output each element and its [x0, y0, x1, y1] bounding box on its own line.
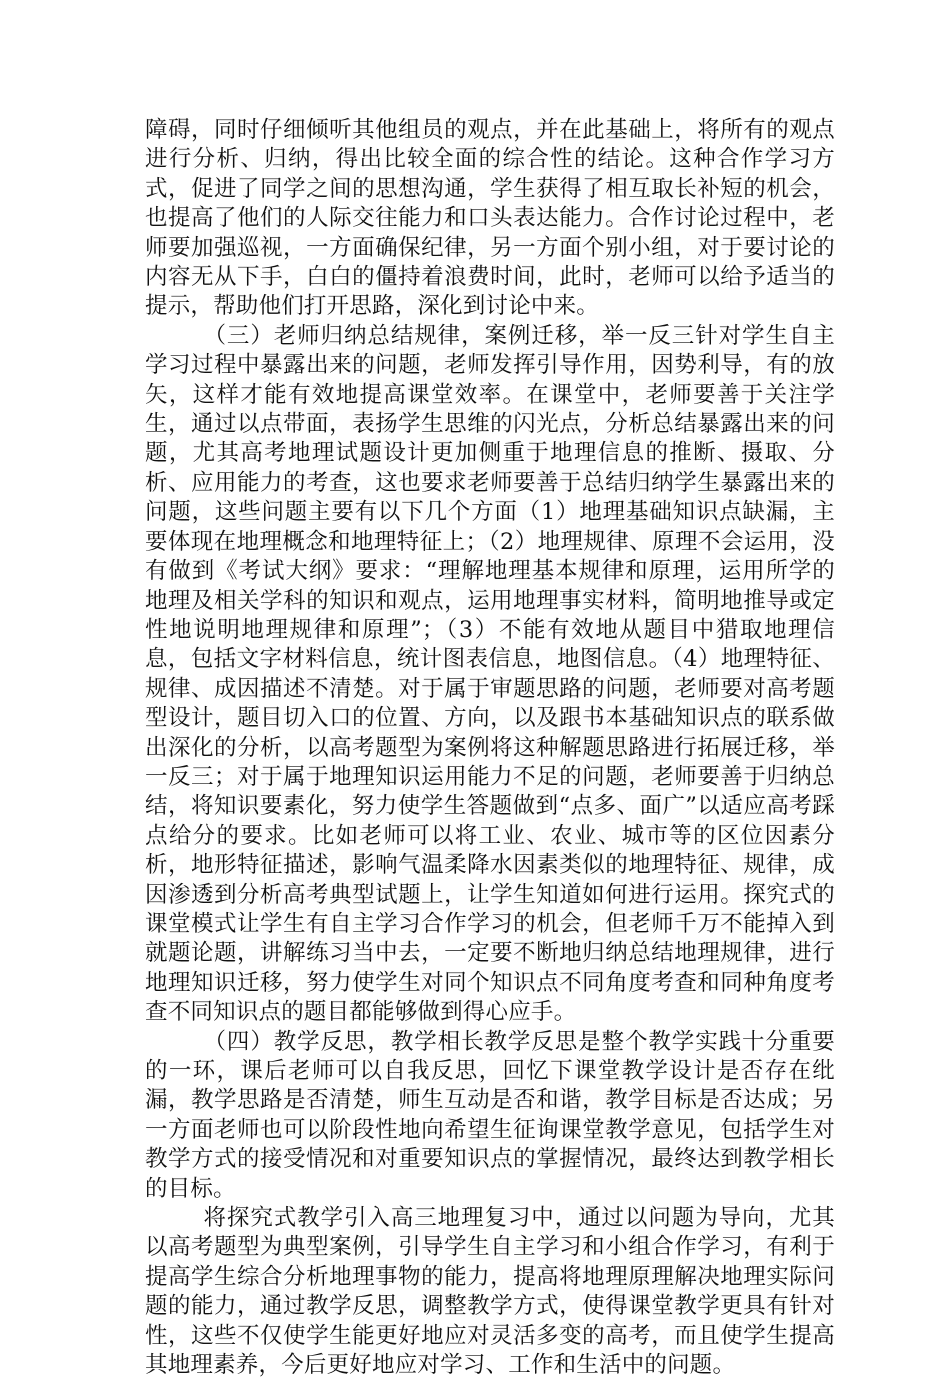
- paragraph-conclusion: 将探究式教学引入高三地理复习中，通过以问题为导向，尤其以高考题型为典型案例，引导学生自主学习和小组合作学习，有利于提高学生综合分析地理事物的能力，提高将地理原理解决地理实际问题的能力，通过教学反思，调整教学方式，使得课堂教学更具有针对性，这些不仅使学生能更好地应对灵活多变的高考，而且使学生提高其地理素养，今后更好地应对学习、工作和生活中的问题。: [145, 1205, 835, 1379]
- document-body: [145, 116, 835, 1380]
- paragraph-continuation: 障碍，同时仔细倾听其他组员的观点，并在此基础上，将所有的观点进行分析、归纳，得出比较全面的综合性的结论。这种合作学习方式，促进了同学之间的思想沟通，学生获得了相互取长补短的机会，也提高了他们的人际交往能力和口头表达能力。合作讨论过程中，老师要加强巡视，一方面确保纪律，另一方面个别小组，对于要讨论的内容无从下手，白白的僵持着浪费时间，此时，老师可以给予适当的提示，帮助他们打开思路，深化到讨论中来。: [145, 117, 835, 320]
- paragraph-section-4: （四）教学反思，教学相长教学反思是整个教学实践十分重要的一环，课后老师可以自我反思，回忆下课堂教学设计是否存在纰漏，教学思路是否清楚，师生互动是否和谐，教学目标是否达成；另一方面老师也可以阶段性地向希望生征询课堂教学意见，包括学生对教学方式的接受情况和对重要知识点的掌握情况，最终达到教学相长的目标。: [145, 1028, 835, 1202]
- paragraph-section-3: （三）老师归纳总结规律，案例迁移，举一反三针对学生自主学习过程中暴露出来的问题，老师发挥引导作用，因势利导，有的放矢，这样才能有效地提高课堂效率。在课堂中，老师要善于关注学生，通过以点带面，表扬学生思维的闪光点，分析总结暴露出来的问题，尤其高考地理试题设计更加侧重于地理信息的推断、摄取、分析、应用能力的考查，这也要求老师要善于总结归纳学生暴露出来的问题，这些问题主要有以下几个方面（1）地理基础知识点缺漏，主要体现在地理概念和地理特征上；（2）地理规律、原理不会运用，没有做到《考试大纲》要求：“理解地理基本规律和原理，运用所学的地理及相关学科的知识和观点，运用地理事实材料，简明地推导或定性地说明地理规律和原理”；（3）不能有效地从题目中猎取地理信息，包括文字材料信息，统计图表信息，地图信息。（4）地理特征、规律、成因描述不清楚。对于属于审题思路的问题，老师要对高考题型设计，题目切入口的位置、方向，以及跟书本基础知识点的联系做出深化的分析，以高考题型为案例将这种解题思路进行拓展迁移，举一反三；对于属于地理知识运用能力不足的问题，老师要善于归纳总结，将知识要素化，努力使学生答题做到“点多、面广”以适应高考踩点给分的要求。比如老师可以将工业、农业、城市等的区位因素分析，地形特征描述，影响气温柔降水因素类似的地理特征、规律，成因渗透到分析高考典型试题上，让学生知道如何进行运用。探究式的课堂模式让学生有自主学习合作学习的机会，但老师千万不能掉入到就题论题，讲解练习当中去，一定要不断地归纳总结地理规律，进行地理知识迁移，努力使学生对同个知识点不同角度考查和同种角度考查不同知识点的题目都能够做到得心应手。: [145, 322, 835, 1026]
